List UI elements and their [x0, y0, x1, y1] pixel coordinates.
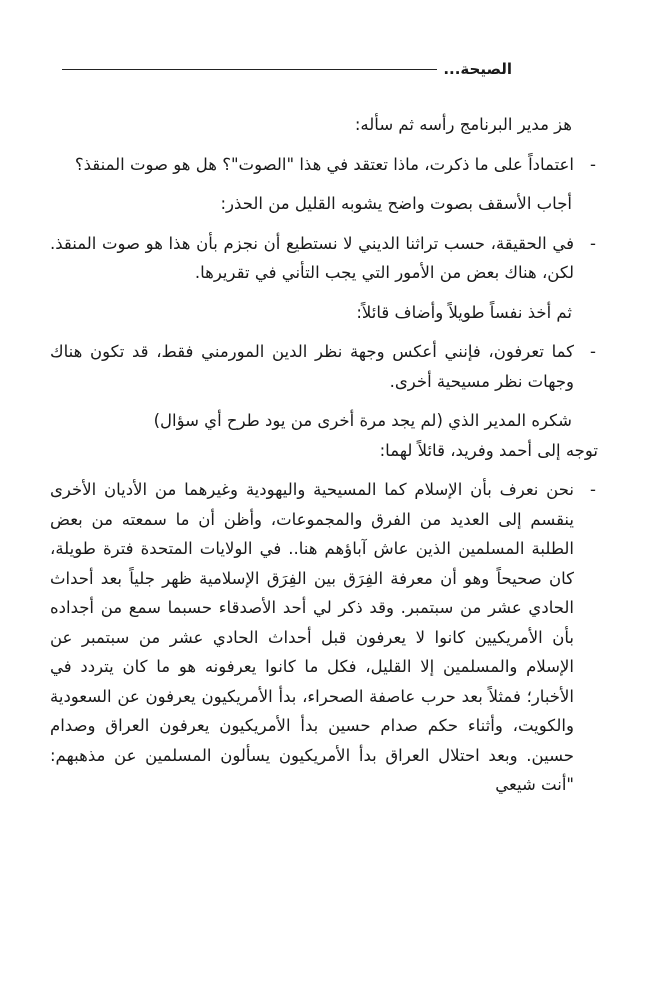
dialogue-paragraph: [50, 150, 598, 180]
header-title: الصيحة...: [443, 60, 512, 78]
dialogue-paragraph: [50, 229, 598, 288]
dialogue-text: نحن نعرف بأن الإسلام كما المسيحية واليهودية وغيرهما من الأديان الأخرى ينقسم إلى العديد من الفرق والمجموعات، وأظن أن ما سمعته من بعض الطلبة المسلمين الذين عاش آباؤهم هنا.. في الولايات المتحدة فترة طويلة، كان صحيحاً وهو أن معرفة الفِرَق بين الفِرَق الإسلامية ظهر جلياً بعد أحداث الحادي عشر من سبتمبر. وقد ذكر لي أحد الأصدقاء حسبما سمع من أجداده بأن الأمريكيين كانوا لا يعرفون قبل أحداث الحادي عشر من سبتمبر عن الإسلام والمسلمين إلا القليل، فكل ما كانوا يعرفونه هو ما كان يتردد في الأخبار؛ فمثلاً بعد حرب عاصفة الصحراء، بدأ الأمريكيون يعرفون عن السعودية والكويت، وأثناء حكم صدام حسين بدأ الأمريكيون يعرفون العراق وصدام حسين. وبعد احتلال العراق بدأ الأمريكيون يسألون المسلمين عن مذهبهم: "أنت شيعي: [50, 480, 574, 794]
dialogue-dash: -: [590, 480, 596, 499]
dialogue-dash: -: [590, 342, 596, 361]
dialogue-paragraph: [50, 337, 598, 396]
dialogue-dash: -: [590, 154, 596, 174]
dialogue-text: في الحقيقة، حسب تراثنا الديني لا نستطيع أن نجزم بأن هذا هو صوت المنقذ. لكن، هناك بعض من الأمور التي يجب التأني في تقريرها.: [50, 233, 574, 282]
narration-paragraph: أجاب الأسقف بصوت واضح يشوبه القليل من الحذر:: [220, 194, 572, 213]
dialogue-text: اعتماداً على ما ذكرت، ماذا تعتقد في هذا "الصوت"؟ هل هو صوت المنقذ؟: [74, 154, 574, 174]
header-rule: [62, 69, 437, 70]
dialogue-paragraph: [50, 475, 598, 800]
narration-paragraph: ثم أخذ نفساً طويلاً وأضاف قائلاً:: [356, 302, 572, 322]
running-header: [62, 58, 512, 80]
narration-continuation: توجه إلى أحمد وفريد، قائلاً لهما:: [379, 440, 598, 460]
page-body: [50, 110, 598, 810]
dialogue-dash: -: [590, 233, 596, 253]
dialogue-text: كما تعرفون، فإنني أعكس وجهة نظر الدين المورمني فقط، قد تكون هناك وجهات نظر مسيحية أخرى.: [50, 342, 574, 391]
narration-paragraph: شكره المدير الذي (لم يجد مرة أخرى من يود طرح أي سؤال): [153, 411, 572, 430]
narration-paragraph: هز مدير البرنامج رأسه ثم سأله:: [354, 115, 572, 134]
